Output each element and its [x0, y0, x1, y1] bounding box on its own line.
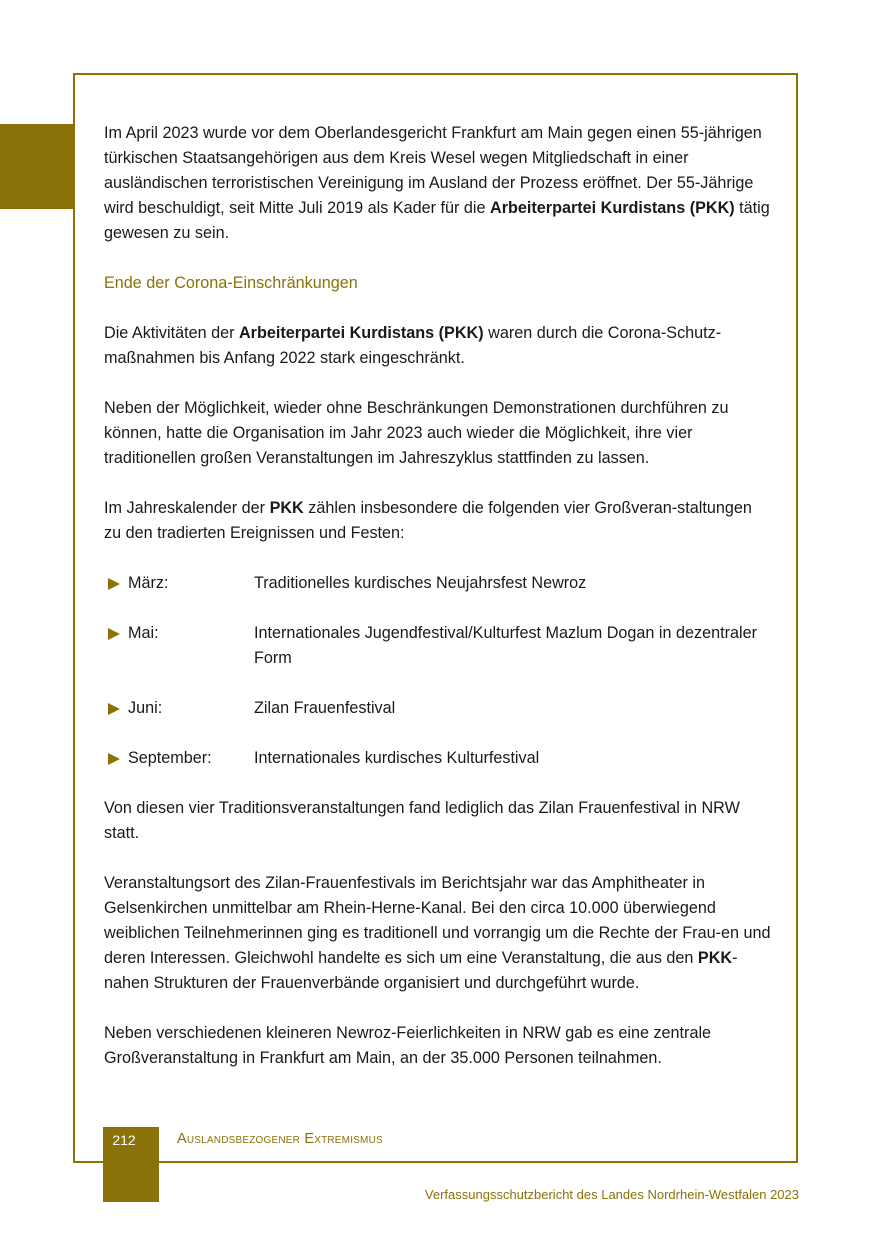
section-heading: Ende der Corona-Einschränkungen: [104, 274, 358, 292]
event-month: Mai:: [128, 624, 159, 642]
running-section-title: Auslandsbezogener Extremismus: [177, 1131, 383, 1147]
event-description: Internationales Jugendfestival/Kulturfest Mazlum Dogan in dezentraler Form: [254, 624, 757, 667]
event-month: September:: [128, 749, 212, 767]
main-content: [104, 121, 772, 1096]
paragraph-corona: Die Aktivitäten der Arbeiterpartei Kurdistans (PKK) waren durch die Corona-Schutz-maßnahmen bis Anfang 2022 stark eingeschränkt.: [104, 324, 722, 367]
paragraph-calendar: Im Jahreskalender der PKK zählen insbesondere die folgenden vier Großveran-staltungen zu den tradierten Ereignissen und Festen:: [104, 499, 752, 542]
triangle-bullet-icon: [108, 628, 120, 640]
event-description: Traditionelles kurdisches Neujahrsfest Newroz: [254, 574, 587, 592]
event-item: [104, 696, 772, 721]
paragraph-newroz: Neben verschiedenen kleineren Newroz-Feierlichkeiten in NRW gab es eine zentrale Großveranstaltung in Frankfurt am Main, an der 35.000 Personen teilnahmen.: [104, 1024, 712, 1067]
event-item: [104, 746, 772, 771]
event-month: März:: [128, 574, 169, 592]
paragraph-zilan-festival: Veranstaltungsort des Zilan-Frauenfestivals im Berichtsjahr war das Amphitheater in Gelsenkirchen unmittelbar am Rhein-Herne-Kanal. Bei den circa 10.000 überwiegend weiblichen Teilnehmerinnen ging es traditionell und vorrangig um die Rechte der Frau-en und deren Interessen. Gleichwohl handelte es sich um eine Veranstaltung, die aus den PKK-nahen Strukturen der Frauenverbände organisiert und durchgeführt wurde.: [104, 874, 771, 992]
pkk-name: Arbeiterpartei Kurdistans (PKK): [490, 199, 735, 217]
event-description: Internationales kurdisches Kulturfestival: [254, 749, 540, 767]
page-number-box: [103, 1127, 159, 1202]
triangle-bullet-icon: [108, 578, 120, 590]
page-number: 212: [112, 1132, 136, 1148]
paragraph-trial: Im April 2023 wurde vor dem Oberlandesgericht Frankfurt am Main gegen einen 55-jährigen türkischen Staatsangehörigen aus dem Kreis Wesel wegen Mitgliedschaft in einer ausländischen terroristischen Vereinigung im Ausland der Prozess eröffnet. Der 55-Jährige wird beschuldigt, seit Mitte Juli 2019 als Kader für die Arbeiterpartei Kurdistans (PKK) tätig gewesen zu sein.: [104, 124, 770, 242]
event-item: [104, 621, 772, 671]
triangle-bullet-icon: [108, 753, 120, 765]
side-tab-marker: [0, 124, 74, 209]
paragraph-only-zilan: Von diesen vier Traditionsveranstaltungen fand lediglich das Zilan Frauenfestival in NRW statt.: [104, 799, 740, 842]
paragraph-events-intro: Neben der Möglichkeit, wieder ohne Beschränkungen Demonstrationen durchführen zu können, hatte die Organisation im Jahr 2023 auch wieder die Möglichkeit, ihre vier traditionellen großen Veranstaltungen im Jahreszyklus stattfinden zu lassen.: [104, 399, 729, 467]
triangle-bullet-icon: [108, 703, 120, 715]
event-month: Juni:: [128, 699, 163, 717]
publication-footer: Verfassungsschutzbericht des Landes Nordrhein-Westfalen 2023: [424, 1187, 799, 1202]
event-description: Zilan Frauenfestival: [254, 699, 396, 717]
event-item: [104, 571, 772, 596]
